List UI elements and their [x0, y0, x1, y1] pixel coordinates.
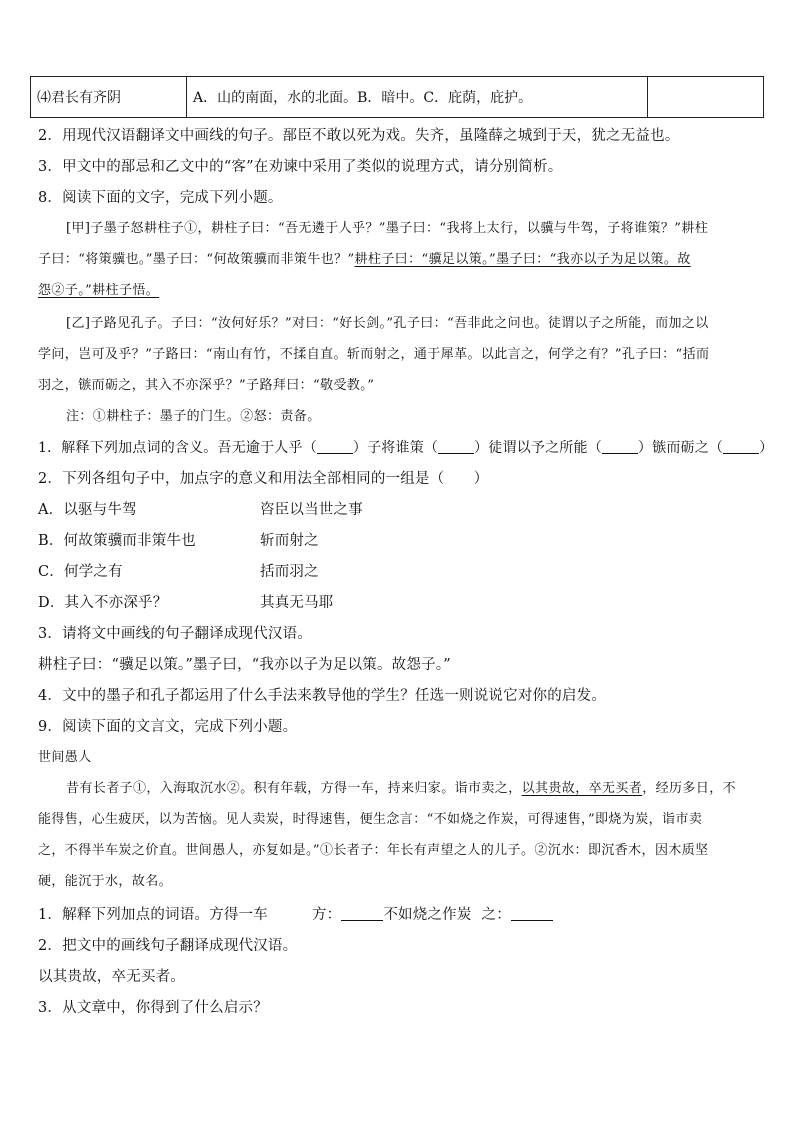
q8-sub1-text-e: ） [759, 440, 774, 456]
q9-underlined-sentence: 以其贵故，卒无买者 [521, 781, 643, 796]
q9-sub1-text-c: 不如烧之作炭 [383, 907, 472, 923]
option-c-right: 括而羽之 [260, 564, 319, 580]
q8-sub4: 4．文中的墨子和孔子都运用了什么手法来教导他的学生？任选一则说说它对你的启发。 [38, 688, 607, 704]
option-c[interactable] [38, 562, 319, 582]
answer-blank[interactable] [438, 439, 474, 454]
q9-title: 世间愚人 [38, 750, 92, 765]
option-b[interactable] [38, 531, 319, 551]
q8-sub3-quote: 耕柱子曰：“骥足以策。”墨子曰，“我亦以子为足以策。故怨子。” [38, 657, 451, 673]
q8-sub1-text-d: ）镞而砺之（ [637, 440, 724, 456]
q9-sub1-label-fang: 方： [311, 907, 342, 923]
q9-passage-line1 [66, 779, 736, 799]
table-cell-answer [648, 77, 764, 118]
q8-jia-line2-text: 子曰：“将策骥也。”墨子曰：“何故策骥而非策牛也？” [38, 252, 355, 267]
q7-item2: 2．用现代汉语翻译文中画线的句子。郚臣不敢以死为戏。失齐，虽隆薛之城到于天，犹之无益也。 [38, 128, 680, 144]
q9-sub2-quote: 以其贵故，卒无买者。 [38, 969, 185, 985]
q8-yi-line3: 羽之，镞而砺之，其入不亦深乎？”子路拜曰：“敬受教。” [38, 378, 375, 393]
answer-table [30, 76, 764, 118]
q8-jia-line1: [甲]子墨子怒耕柱子①，耕柱子曰：“吾无遴于人乎？”墨子曰：“我将上太行，以骥与牛驾，子将谁策？”耕柱 [66, 221, 709, 236]
option-d-left: D．其入不亦深乎？ [38, 595, 168, 611]
answer-blank[interactable] [511, 906, 553, 921]
option-d-right: 其真无马耶 [260, 595, 334, 611]
answer-blank[interactable] [602, 439, 638, 454]
answer-blank[interactable] [317, 439, 353, 454]
option-b-right: 斩而射之 [260, 533, 319, 549]
q9-passage-line4: 硬，能沉于水，故名。 [38, 874, 173, 889]
q8-sub2: 2．下列各组句子中，加点字的意义和用法全部相同的一组是（ ） [38, 471, 489, 487]
q8-sub1-text-a: 1．解释下列加点词的含义。吾无逾于人乎（ [38, 440, 317, 456]
table-cell-term: ⑷君长有齐阴 [31, 77, 187, 118]
q8-jia-line3: 怨②子。”耕柱子悟。 [38, 283, 160, 298]
q8-heading: 8．阅读下面的文字，完成下列小题。 [38, 190, 283, 206]
q8-note: 注：①耕柱子：墨子的门生。②怒：责备。 [66, 409, 321, 424]
q9-sub2: 2．把文中的画线句子翻译成现代汉语。 [38, 938, 298, 954]
q8-sub1-text-c: ）徒谓以予之所能（ [474, 440, 602, 456]
q8-sub3: 3．请将文中画线的句子翻译成现代汉语。 [38, 626, 313, 642]
q9-sub3: 3．从文章中，你得到了什么启示？ [38, 1000, 268, 1016]
table-cell-options: A．山的南面，水的北面。B．暗中。C．庇荫，庇护。 [187, 77, 648, 118]
q8-jia-underlined: 耕柱子曰：“骥足以策。”墨子曰：“我亦以子为足以策。故 [354, 252, 691, 267]
option-a-left: A．以驱与牛驾 [38, 502, 137, 518]
answer-blank[interactable] [723, 439, 759, 454]
q8-sub1-text-b: ）子将谁策（ [352, 440, 439, 456]
q9-passage-line3: 之，不得半车炭之价直。世间愚人，亦复如是。”①长者子：年长有声望之人的儿子。②沉水：即沉香木，因木质坚 [38, 843, 709, 858]
q9-sub1-text-a: 1．解释下列加点的词语。方得一车 [38, 907, 268, 923]
option-c-left: C．何学之有 [38, 564, 123, 580]
q8-jia-line2 [38, 250, 691, 270]
q9-passage-line2: 能得售，心生疲厌，以为苦恼。见人卖炭，时得速售，便生念言：“不如烧之作炭，可得速售，”即烧为炭，诣市卖 [38, 812, 703, 827]
option-a-right: 咨臣以当世之事 [260, 502, 363, 518]
option-a[interactable] [38, 500, 363, 520]
q9-sub1 [38, 905, 553, 925]
q9-sub1-label-zhi: 之： [481, 907, 511, 923]
q8-yi-line2: 学问，岂可及乎？”子路曰：“南山有竹，不揉自直。斩而射之，通于犀革。以此言之，何学之有？”孔子曰：“括而 [38, 347, 710, 362]
q9-heading: 9．阅读下面的文言文，完成下列小题。 [38, 719, 298, 735]
option-b-left: B．何故策骥而非策牛也 [38, 533, 196, 549]
q8-yi-line1: [乙]子路见孔子。子曰：“汝何好乐？”对曰：“好长剑。”孔子曰：“吾非此之问也。徒谓以子之所能，而加之以 [66, 316, 709, 331]
q8-sub1 [38, 438, 773, 458]
answer-blank[interactable] [341, 906, 383, 921]
option-d[interactable] [38, 593, 334, 613]
q9-passage-text-end: ，经历多日，不 [642, 781, 737, 796]
q7-item3: 3．甲文中的郚忌和乙文中的“客”在劝谏中采用了类似的说理方式，请分别简析。 [38, 159, 563, 175]
table-row [31, 77, 764, 118]
q9-passage-text: 昔有长者子①，入海取沉水②。积有年载，方得一车，持来归家。诣市卖之， [66, 781, 522, 796]
